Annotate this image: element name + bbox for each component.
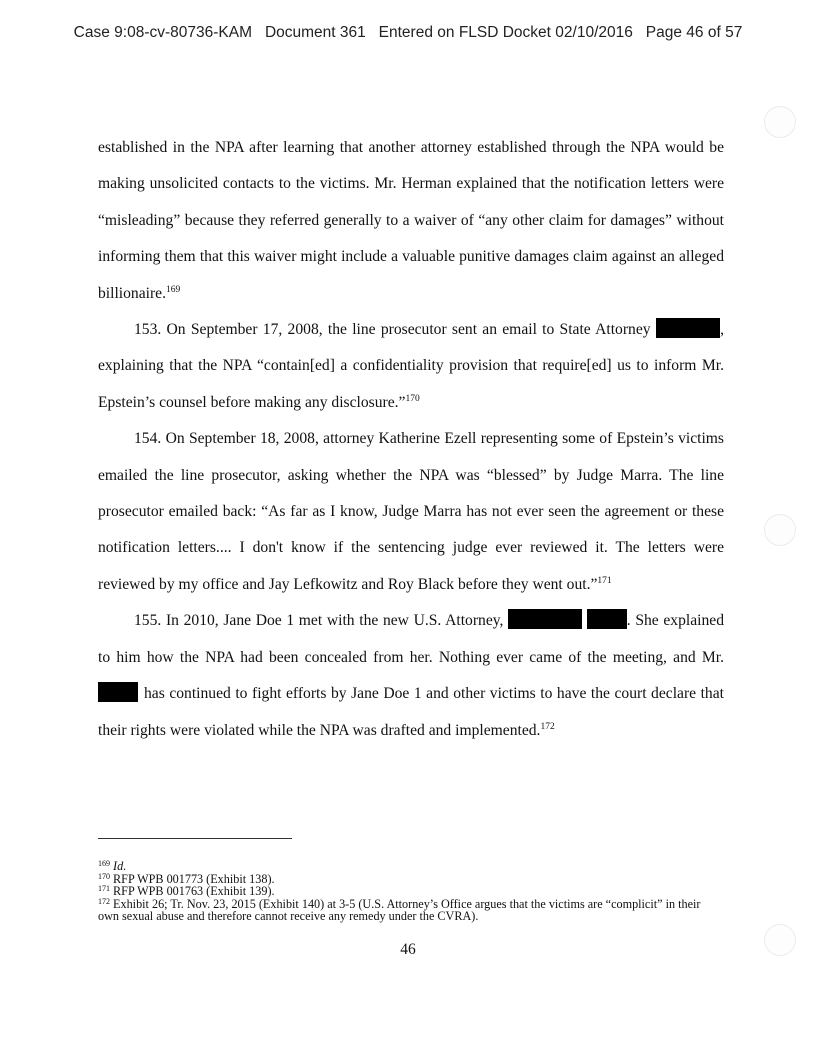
paragraph-text: , explaining that the NPA “contain[ed] a confidentiality provision that require[ed] us to inform Mr. Epstein’s counsel before making any disclosure.” <box>98 321 724 411</box>
entered-date: Entered on FLSD Docket 02/10/2016 <box>378 24 633 41</box>
paragraph-154 <box>98 421 724 603</box>
footnote-ref: 170 <box>405 393 420 404</box>
footnote-number: 171 <box>98 884 110 894</box>
docket-header <box>0 24 816 42</box>
page-number: 46 <box>400 941 416 958</box>
footnote-text: RFP WPB 001773 (Exhibit 138). <box>113 871 275 886</box>
footnote-172 <box>98 898 724 923</box>
footnote-text: Exhibit 26; Tr. Nov. 23, 2015 (Exhibit 140) at 3-5 (U.S. Attorney’s Office argues that the victims are “complicit” in their own sexual abuse and therefore cannot receive any remedy under the CVRA). <box>98 896 701 924</box>
footnote-divider <box>98 838 292 839</box>
paragraph-text: 155. In 2010, Jane Doe 1 met with the new U.S. Attorney, <box>134 612 504 630</box>
redaction-box <box>587 609 627 629</box>
redaction-box <box>98 682 138 702</box>
footnote-number: 169 <box>98 859 110 868</box>
footnote-ref: 169 <box>166 284 181 295</box>
footnote-text: Id. <box>113 859 127 873</box>
body-text <box>98 130 724 749</box>
paragraph-continued <box>98 130 724 312</box>
footnote-ref: 172 <box>540 721 555 732</box>
paragraph-text: 153. On September 17, 2008, the line prosecutor sent an email to State Attorney <box>134 321 651 339</box>
punch-hole-top <box>764 106 796 138</box>
redaction-box <box>665 318 720 338</box>
paragraph-text: established in the NPA after learning that another attorney established through the NPA would be making unsolicited contacts to the victims. Mr. Herman explained that the notification letters were “misleading” because they referred generally to a waiver of “any other claim for damages” without informing them that this waiver might include a valuable punitive damages claim against an alleged billionaire. <box>98 139 724 302</box>
footnotes <box>98 860 724 923</box>
page-indicator: Page 46 of 57 <box>645 24 743 41</box>
footnote-text: RFP WPB 001763 (Exhibit 139). <box>113 884 275 899</box>
paragraph-text: 154. On September 18, 2008, attorney Katherine Ezell representing some of Epstein’s victims emailed the line prosecutor, asking whether the NPA was “blessed” by Judge Marra. The line prosecutor emailed back: “As far as I know, Judge Marra has not ever seen the agreement or these notification letters.... I don't know if the sentencing judge ever reviewed it. The letters were reviewed by my office and Jay Lefkowitz and Roy Black before they went out.” <box>98 430 724 593</box>
case-number: Case 9:08-cv-80736-KAM <box>73 24 253 41</box>
paragraph-text: has continued to fight efforts by Jane Doe 1 and other victims to have the court declare that their rights were violated while the NPA was drafted and implemented. <box>98 685 724 739</box>
paragraph-text: . She explained to him how the NPA had been concealed from her. Nothing ever came of the meeting, and Mr. <box>98 612 725 666</box>
footnote-number: 172 <box>98 896 110 906</box>
paragraph-155 <box>98 603 724 749</box>
document-number: Document 361 <box>264 24 366 41</box>
punch-hole-middle <box>764 514 796 546</box>
paragraph-153 <box>98 312 724 421</box>
footnote-number: 170 <box>98 871 110 881</box>
footnote-ref: 171 <box>597 575 612 586</box>
redaction-box <box>508 609 582 629</box>
